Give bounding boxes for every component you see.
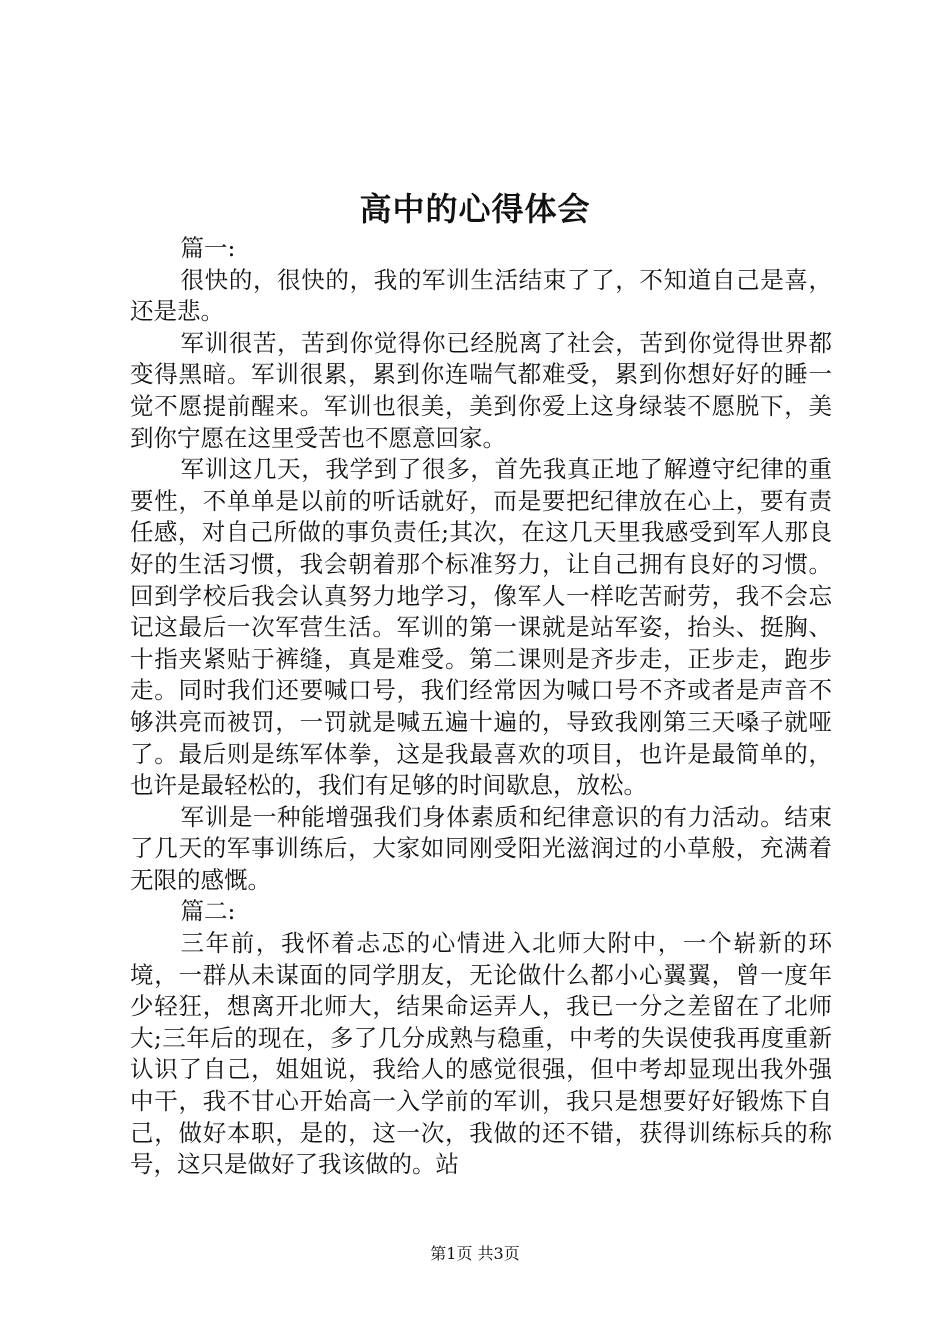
paragraph: 三年前，我怀着忐忑的心情进入北师大附中，一个崭新的环境，一群从未谋面的同学朋友，无论做什么都小心翼翼，曾一度年少轻狂，想离开北师大，结果命运弄人，我已一分之差留在了北师大;三年后的现在，多了几分成熟与稳重，中考的失误使我再度重新认识了自己，姐姐说，我给人的感觉很强，但中考却显现出我外强中干，我不甘心开始高一入学前的军训，我只是想要好好锻炼下自己，做好本职，是的，这一次，我做的还不错，获得训练标兵的称号，这只是做好了我该做的。站 [130, 929, 832, 1179]
paragraph: 军训是一种能增强我们身体素质和纪律意识的有力活动。结束了几天的军事训练后，大家如同刚受阳光滋润过的小草般，充满着无限的感慨。 [130, 802, 832, 894]
section-heading-1: 篇一: [180, 234, 236, 262]
document-title: 高中的心得体会 [359, 190, 591, 228]
page-footer: 第1页 共3页 [430, 1244, 520, 1263]
paragraph: 军训这几天，我学到了很多，首先我真正地了解遵守纪律的重要性，不单单是以前的听话就好，而是要把纪律放在心上，要有责任感，对自己所做的事负责任;其次，在这几天里我感受到军人那良好的生活习惯，我会朝着那个标准努力，让自己拥有良好的习惯。回到学校后我会认真努力地学习，像军人一样吃苦耐劳，我不会忘记这最后一次军营生活。军训的第一课就是站军姿，抬头、挺胸、十指夹紧贴于裤缝，真是难受。第二课则是齐步走，正步走，跑步走。同时我们还要喊口号，我们经常因为喊口号不齐或者是声音不够洪亮而被罚，一罚就是喊五遍十遍的，导致我刚第三天嗓子就哑了。最后则是练军体拳，这是我最喜欢的项目，也许是最简单的，也许是最轻松的，我们有足够的时间歇息，放松。 [130, 455, 832, 800]
paragraph: 军训很苦，苦到你觉得你已经脱离了社会，苦到你觉得世界都变得黑暗。军训很累，累到你连喘气都难受，累到你想好好的睡一觉不愿提前醒来。军训也很美，美到你爱上这身绿装不愿脱下，美到你宁愿在这里受苦也不愿意回家。 [130, 328, 832, 452]
document-body [130, 233, 832, 1181]
paragraph: 很快的，很快的，我的军训生活结束了了，不知道自己是喜，还是悲。 [130, 265, 832, 326]
section-heading-2: 篇二: [180, 897, 236, 926]
